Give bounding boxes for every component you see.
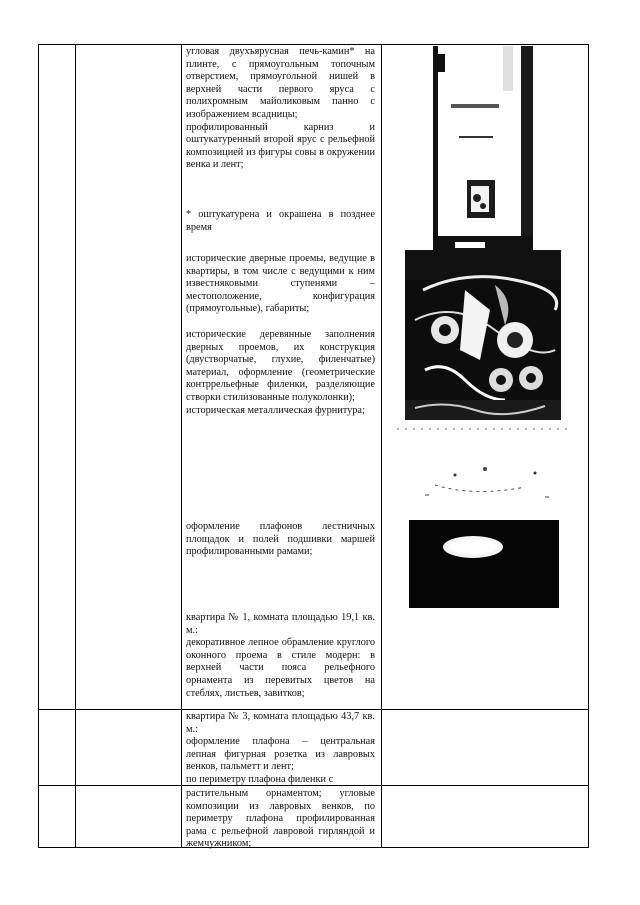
col-line-3 (181, 44, 182, 848)
apartment-3-description: оформление плафона – центральная лепная фигурная розетка из лавровых венков, пальметт и лент; (186, 736, 375, 773)
stove-footnote: * оштукатурена и окрашена в позднее время (186, 209, 375, 233)
doorways-text: исторические дверные проемы, ведущие в квартиры, в том числе с ведущими к ним известняковыми ступенями – местоположение, конфигурация (прямоугольные), габариты; (186, 253, 375, 315)
col-line-5 (588, 44, 589, 848)
stove-description (186, 46, 375, 172)
row-line-1 (38, 709, 589, 710)
ceilings-text: оформление плафонов лестничных площадок и полей подшивки маршей профилированными рамами; (186, 521, 375, 558)
continuation-text: растительным орнаментом; угловые композиции из лавровых венков, по периметру плафона профилированная рама с рельефной лавровой гирляндой и жемчужником; (186, 788, 375, 850)
stove-photo (433, 46, 533, 252)
apartment-1-title: квартира № 1, комната площадью 19,1 кв. м.: (186, 612, 375, 636)
door-photo (395, 425, 575, 510)
apartment-3-title: квартира № 3, комната площадью 43,7 кв. м.: (186, 711, 375, 735)
apartment-1-text (186, 612, 375, 700)
door-fill-text (186, 329, 375, 417)
stove-text-2: профилированный карниз и оштукатуренный второй ярус с рельефной композицией из фигуры совы в окружении венка и лент; (186, 121, 375, 171)
apartment-1-description: декоративное лепное обрамление круглого оконного проема в стиле модерн: в верхней части пояса рельефного орнамента из перевитых цветов на стеблях, листьев, завитков; (186, 637, 375, 699)
col-line-1 (38, 44, 39, 848)
apartment-3-text (186, 711, 375, 787)
majolica-panel-photo (405, 250, 561, 420)
hardware-paragraph: историческая металлическая фурнитура; (186, 404, 365, 416)
col-line-4 (381, 44, 382, 848)
col-line-2 (75, 44, 76, 848)
row-line-top (38, 44, 589, 45)
ceiling-frame-photo (409, 520, 559, 608)
stove-text-1: угловая двухъярусная печь-камин* на плинте, с прямоугольным топочным отверстием, прямоугольной нишей в верхней части первого яруса с полихромным майоликовым панно с изображением всадницы; (186, 46, 375, 120)
apartment-3-description-2: по периметру плафона филенки с (186, 773, 334, 785)
door-fill-paragraph: исторические деревянные заполнения дверных проемов, их конструкция (двустворчатые, глухие, филенчатые) материал, оформление (геометрические контррельефные филенки, разделяющие створки стилизованные полуколонки); (186, 329, 375, 403)
